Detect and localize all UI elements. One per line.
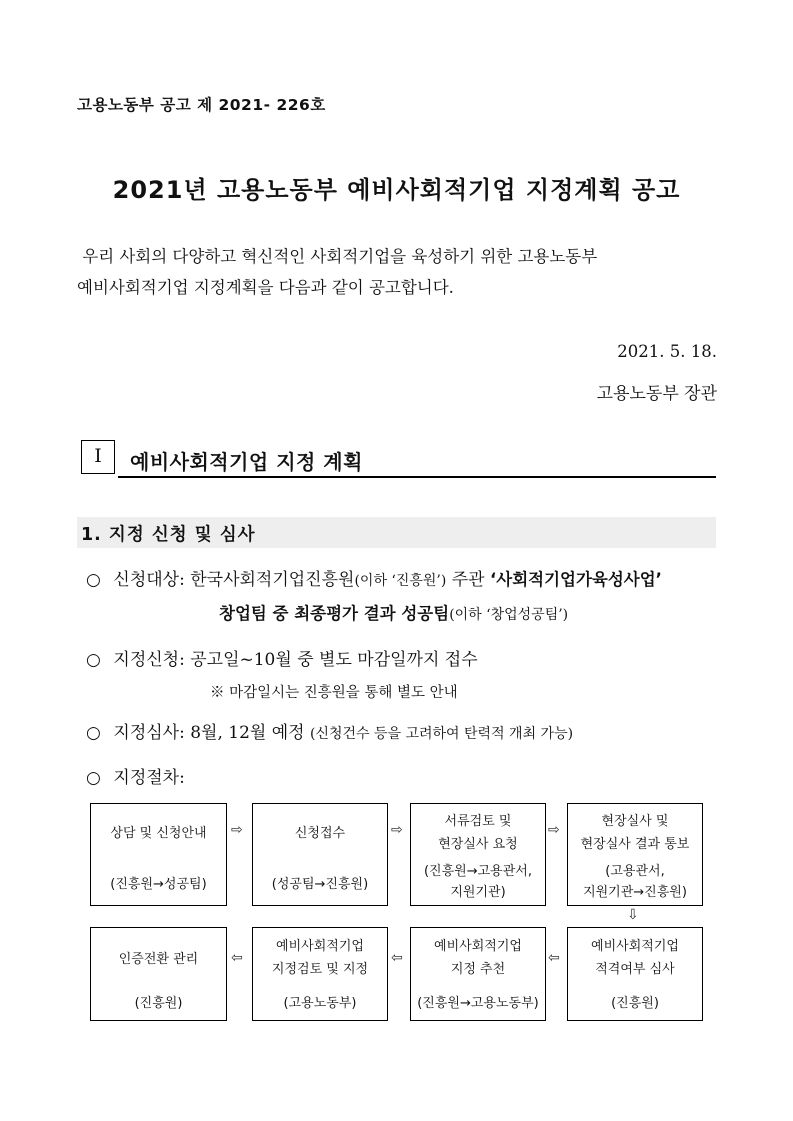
procedure-label: 지정절차: — [113, 768, 185, 788]
application-label: 지정신청: 공고일~10월 중 별도 마감일까지 접수 — [113, 650, 478, 670]
intro-line-2: 예비사회적기업 지정계획을 다음과 같이 공고합니다. — [77, 278, 454, 297]
bullet-review — [86, 718, 573, 743]
target-highlight: ‘사회적기업가육성사업’ — [490, 570, 662, 589]
arrow-right-icon: ⇨ — [391, 822, 403, 838]
target-note-2: (이하 ‘창업성공팀’) — [449, 607, 569, 623]
arrow-left-icon: ⇦ — [548, 950, 560, 966]
subsection-title: 1. 지정 신청 및 심사 — [81, 525, 256, 545]
flow-step-eligibility-review — [567, 927, 703, 1021]
document-title: 2021년 고용노동부 예비사회적기업 지정계획 공고 — [112, 176, 681, 204]
bullet-procedure — [86, 763, 185, 788]
issuing-authority: 고용노동부 장관 — [596, 384, 717, 404]
flow-step-title-2: 적격여부 심사 — [595, 962, 675, 977]
flow-step-actor: (진흥원) — [611, 996, 659, 1011]
target-highlight-2: 창업팀 중 최종평가 결과 성공팀 — [219, 604, 450, 623]
flow-step-actor: (진흥원→고용노동부) — [417, 996, 539, 1011]
flow-step-actor-1: (고용관서, — [605, 864, 665, 879]
intro-paragraph — [77, 241, 719, 303]
flow-step-title-2: 현장실사 결과 통보 — [580, 837, 690, 852]
flow-step-title-2: 현장실사 요청 — [438, 837, 518, 852]
arrow-left-icon: ⇦ — [391, 950, 403, 966]
review-note: (신청건수 등을 고려하여 탄력적 개최 가능) — [309, 726, 574, 742]
section-divider — [118, 476, 716, 478]
bullet-target-line2 — [219, 600, 568, 624]
arrow-down-icon: ⇩ — [627, 907, 639, 923]
target-mid: 주관 — [446, 570, 491, 590]
flow-step-title-1: 현장실사 및 — [601, 814, 669, 829]
flow-step-consultation — [90, 803, 227, 906]
flow-step-title-1: 예비사회적기업 — [434, 939, 522, 954]
notice-number: 고용노동부 공고 제 2021- 226호 — [77, 96, 326, 114]
flow-step-title: 신청접수 — [294, 826, 346, 841]
flow-step-title-1: 서류검토 및 — [444, 814, 512, 829]
flow-step-actor-1: (진흥원→고용관서, — [423, 864, 532, 879]
flow-step-title-2: 지정검토 및 지정 — [271, 962, 369, 977]
arrow-left-icon: ⇦ — [231, 950, 243, 966]
bullet-application — [86, 645, 478, 670]
review-label: 지정심사: 8월, 12월 예정 — [113, 723, 305, 743]
subsection-header — [77, 517, 716, 548]
application-note: ※ 마감일시는 진흥원을 통해 별도 안내 — [210, 685, 458, 701]
arrow-right-icon: ⇨ — [231, 822, 243, 838]
flow-step-title-1: 예비사회적기업 — [276, 939, 364, 954]
flow-step-title-1: 예비사회적기업 — [591, 939, 679, 954]
flow-step-title-2: 지정 추천 — [450, 962, 506, 977]
bullet-mark: ○ — [86, 768, 101, 788]
intro-line-1: 우리 사회의 다양하고 혁신적인 사회적기업을 육성하기 위한 고용노동부 — [82, 247, 598, 266]
section-title: 예비사회적기업 지정 계획 — [130, 450, 363, 474]
flow-step-actor: (진흥원→성공팀) — [110, 877, 207, 892]
flow-step-certification-management — [90, 927, 227, 1021]
flow-step-document-review — [410, 803, 546, 906]
flow-step-application-receipt — [252, 803, 388, 906]
bullet-mark: ○ — [86, 650, 101, 670]
flow-step-title: 인증전환 관리 — [118, 952, 199, 967]
announcement-date: 2021. 5. 18. — [617, 342, 717, 361]
section-number: Ⅰ — [81, 440, 115, 474]
flow-step-title: 상담 및 신청안내 — [110, 826, 207, 841]
bullet-mark: ○ — [86, 570, 101, 590]
flow-step-actor: (고용노동부) — [283, 996, 357, 1011]
flow-step-actor-2: 지원기관) — [450, 885, 506, 900]
flow-step-actor: (성공팀→진흥원) — [271, 877, 369, 892]
flow-step-actor-2: 지원기관→진흥원) — [583, 885, 687, 900]
flow-step-designation-recommendation — [410, 927, 546, 1021]
target-note: (이하 ‘진흥원’) — [354, 573, 447, 589]
flow-step-designation-review — [252, 927, 388, 1021]
bullet-mark: ○ — [86, 723, 101, 743]
flow-step-actor: (진흥원) — [134, 996, 183, 1011]
arrow-right-icon: ⇨ — [548, 822, 560, 838]
bullet-target — [86, 565, 662, 590]
flow-step-site-inspection — [567, 803, 703, 906]
target-label: 신청대상: 한국사회적기업진흥원 — [113, 570, 355, 590]
